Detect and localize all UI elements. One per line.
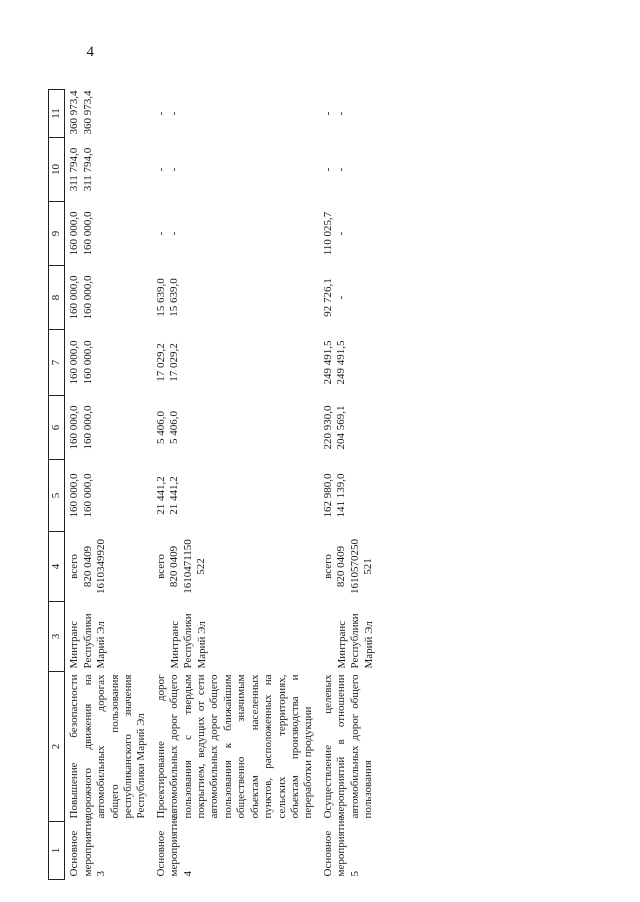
header-row	[49, 90, 65, 880]
code-value: -	[335, 295, 348, 300]
table-row	[151, 90, 318, 880]
activity-description: Осуществление целевых мероприятий в отношении автомобильных дорог общего пользования	[321, 674, 374, 819]
value-cell	[151, 266, 318, 330]
code-value: 15 639,0	[168, 278, 181, 317]
activity-name: Основное мероприятие 5	[321, 815, 361, 877]
total-label: всего	[321, 554, 334, 579]
header-col-5: 5	[49, 460, 65, 532]
responsible-executor	[151, 602, 318, 672]
total-value: 15 639,0	[154, 278, 167, 317]
code-value: 360 973,4	[81, 90, 94, 135]
code-value: 311 794,0	[81, 147, 94, 192]
header-col-10: 10	[49, 138, 65, 202]
value-cell	[151, 330, 318, 396]
activity-name: Основное мероприятие 3	[68, 815, 108, 877]
total-value: 17 029,2	[154, 343, 167, 382]
total-value: 21 441,2	[154, 476, 167, 515]
code-value: -	[335, 111, 348, 116]
code-value: 160 000,0	[81, 473, 94, 518]
code-value: -	[168, 231, 181, 236]
code-value: -	[168, 167, 181, 172]
budget-code: 820 0409 1610349920	[81, 539, 108, 594]
total-value: 311 794,0	[68, 147, 81, 192]
code-value: 5 406,0	[168, 411, 181, 444]
code-value: 160 000,0	[81, 211, 94, 256]
code-value: 204 569,1	[335, 405, 348, 450]
total-value: -	[154, 111, 167, 116]
value-cell	[318, 90, 378, 138]
code-value: -	[335, 167, 348, 172]
total-value: 160 000,0	[68, 275, 81, 320]
responsible-executor	[318, 602, 378, 672]
header-col-2: 2	[49, 672, 65, 822]
executor-text: Минтранс Республики Марий Эл	[168, 613, 208, 669]
rotated-table-page	[48, 90, 640, 880]
budget-code-cell	[65, 532, 151, 602]
value-cell	[318, 460, 378, 532]
header-col-7: 7	[49, 330, 65, 396]
total-value: 92 726,1	[321, 278, 334, 317]
budget-code: 820 0409 1610471150 522	[168, 539, 208, 594]
code-value: 141 139,0	[335, 473, 348, 518]
budget-code: 820 0409 1610570250 521	[335, 539, 374, 594]
value-cell	[318, 396, 378, 460]
activity-description: Повышение безопасности дорожного движения на автомобильных дорогах общего пользования республиканского значения Республики Марий Эл	[68, 674, 148, 819]
value-cell	[65, 90, 151, 138]
total-value: 110 025,7	[321, 211, 334, 256]
total-value: 160 000,0	[68, 211, 81, 256]
code-value: -	[335, 231, 348, 236]
total-value: 220 930,0	[321, 405, 334, 450]
total-value: 160 000,0	[68, 473, 81, 518]
total-value: 160 000,0	[68, 340, 81, 385]
value-cell	[65, 138, 151, 202]
total-value: -	[321, 167, 334, 172]
value-cell	[151, 90, 318, 138]
responsible-executor: Минтранс Республики Марий Эл	[68, 613, 108, 669]
header-col-9: 9	[49, 202, 65, 266]
total-value: 249 491,5	[321, 340, 334, 385]
code-value: 160 000,0	[81, 275, 94, 320]
table-row	[318, 90, 378, 880]
header-col-3: 3	[49, 602, 65, 672]
total-value: -	[321, 111, 334, 116]
executor-text: Минтранс Республики Марий Эл	[335, 613, 375, 669]
value-cell	[151, 202, 318, 266]
code-value: 160 000,0	[81, 405, 94, 450]
total-label: всего	[68, 554, 81, 579]
budget-code-cell	[151, 532, 318, 602]
total-value: 360 973,4	[68, 90, 81, 135]
activity-description: Проектирование дорог автомобильных дорог общего пользования с твердым покрытием, ведущих от сети автомобильных дорог общего пользования к ближайшим общественно значимым объектам населенных пунктов, расположенных на сельских территориях, объектам производства и переработки продукции	[154, 674, 315, 819]
value-cell	[318, 202, 378, 266]
value-cell	[318, 138, 378, 202]
total-value: -	[154, 231, 167, 236]
header-col-4: 4	[49, 532, 65, 602]
activity-name: Основное мероприятие 4	[154, 815, 194, 877]
value-cell	[151, 138, 318, 202]
code-value: -	[168, 111, 181, 116]
header-col-11: 11	[49, 90, 65, 138]
table-row	[65, 90, 151, 880]
value-cell	[318, 330, 378, 396]
total-value: 5 406,0	[154, 411, 167, 444]
value-cell	[151, 396, 318, 460]
value-cell	[65, 202, 151, 266]
total-value: 162 980,0	[321, 473, 334, 518]
value-cell	[151, 460, 318, 532]
page-number: 4	[86, 44, 94, 60]
code-value: 160 000,0	[81, 340, 94, 385]
header-col-6: 6	[49, 396, 65, 460]
total-value: -	[154, 167, 167, 172]
value-cell	[65, 266, 151, 330]
total-label: всего	[154, 554, 167, 579]
code-value: 17 029,2	[168, 343, 181, 382]
code-value: 249 491,5	[335, 340, 348, 385]
header-col-8: 8	[49, 266, 65, 330]
code-value: 21 441,2	[168, 476, 181, 515]
value-cell	[318, 266, 378, 330]
funding-table	[48, 89, 378, 880]
total-value: 160 000,0	[68, 405, 81, 450]
budget-code-cell	[318, 532, 378, 602]
value-cell	[65, 396, 151, 460]
value-cell	[65, 330, 151, 396]
value-cell	[65, 460, 151, 532]
header-col-1: 1	[49, 822, 65, 880]
